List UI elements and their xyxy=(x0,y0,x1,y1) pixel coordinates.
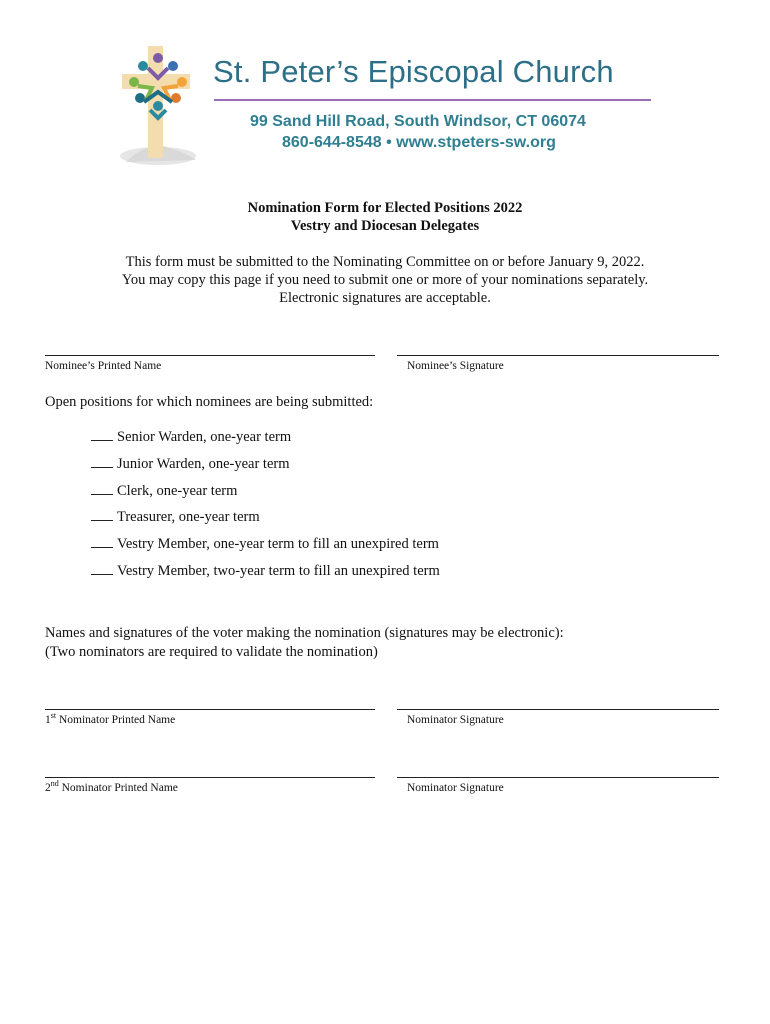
position-option[interactable]: Vestry Member, one-year term to fill an unexpired term xyxy=(91,536,439,553)
nominator1-signature-field[interactable] xyxy=(397,709,719,710)
nominee-name-label: Nominee’s Printed Name xyxy=(45,360,162,372)
nominator2-signature-label: Nominator Signature xyxy=(407,782,504,794)
checkbox-blank[interactable] xyxy=(91,430,113,441)
nominator2-name-label: 2nd Nominator Printed Name xyxy=(45,779,178,794)
nominators-heading: Names and signatures of the voter making the nomination (signatures may be electronic): xyxy=(45,625,564,641)
nominator1-name-field[interactable] xyxy=(45,709,375,710)
position-option[interactable]: Vestry Member, two-year term to fill an unexpired term xyxy=(91,563,440,580)
nominators-note: (Two nominators are required to validate the nomination) xyxy=(45,644,378,660)
checkbox-blank[interactable] xyxy=(91,537,113,548)
church-address: 99 Sand Hill Road, South Windsor, CT 06074 xyxy=(250,113,586,130)
nominee-signature-field[interactable] xyxy=(397,355,719,356)
instruction-line: Electronic signatures are acceptable. xyxy=(279,290,491,306)
positions-heading: Open positions for which nominees are being submitted: xyxy=(45,394,374,410)
header-divider xyxy=(214,99,651,101)
nominator1-signature-label: Nominator Signature xyxy=(407,714,504,726)
position-option[interactable]: Senior Warden, one-year term xyxy=(91,429,291,446)
church-name: St. Peter’s Episcopal Church xyxy=(213,54,614,89)
checkbox-blank[interactable] xyxy=(91,484,113,495)
checkbox-blank[interactable] xyxy=(91,564,113,575)
instruction-line: This form must be submitted to the Nominating Committee on or before January 9, 2022. xyxy=(125,254,645,270)
position-option[interactable]: Junior Warden, one-year term xyxy=(91,456,290,473)
checkbox-blank[interactable] xyxy=(91,457,113,468)
nominator2-name-field[interactable] xyxy=(45,777,375,778)
nominee-name-field[interactable] xyxy=(45,355,375,356)
position-option[interactable]: Clerk, one-year term xyxy=(91,483,237,500)
form-title: Nomination Form for Elected Positions 2022 xyxy=(247,200,523,216)
instruction-line: You may copy this page if you need to submit one or more of your nominations separately. xyxy=(121,272,649,288)
nominator1-name-label: 1st Nominator Printed Name xyxy=(45,711,176,726)
checkbox-blank[interactable] xyxy=(91,510,113,521)
cross-with-people-icon xyxy=(118,44,198,166)
church-contact: 860-644-8548 • www.stpeters-sw.org xyxy=(282,134,556,151)
position-option[interactable]: Treasurer, one-year term xyxy=(91,509,260,526)
nominator2-signature-field[interactable] xyxy=(397,777,719,778)
nominee-signature-label: Nominee’s Signature xyxy=(407,360,504,372)
form-subtitle: Vestry and Diocesan Delegates xyxy=(290,218,480,234)
